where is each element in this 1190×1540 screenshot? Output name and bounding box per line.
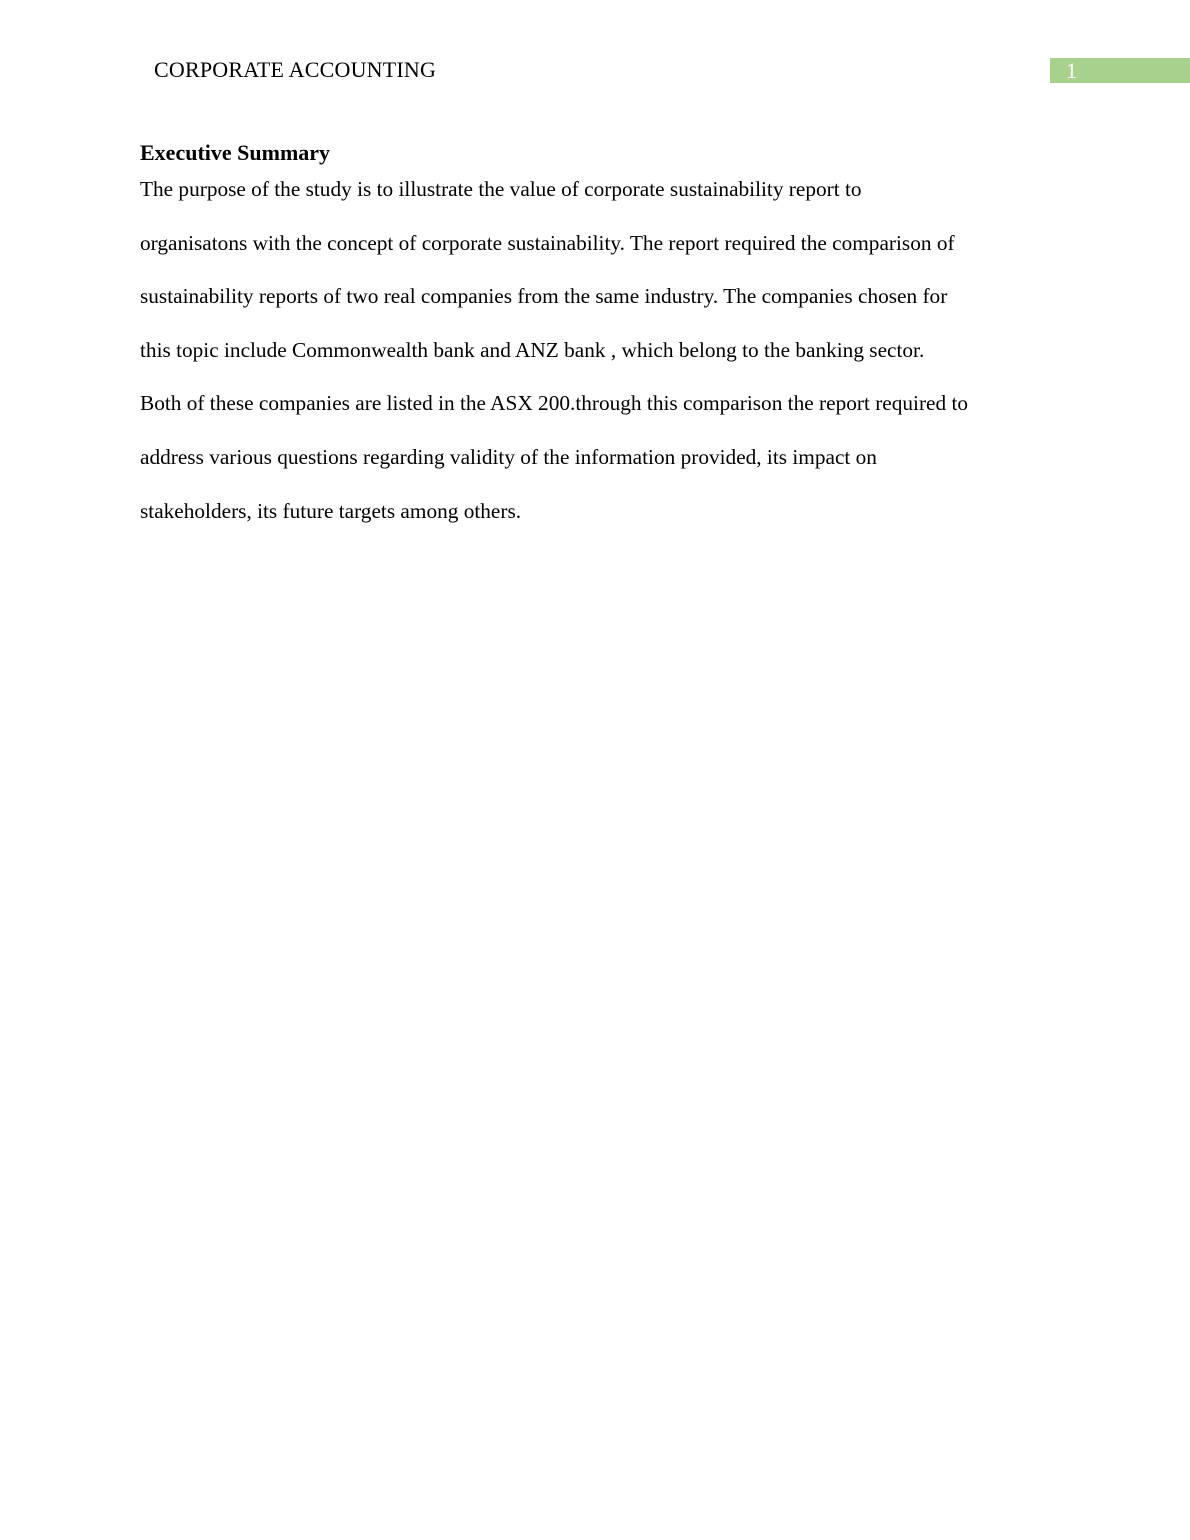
paragraph-line: Both of these companies are listed in the ASX 200.through this comparison the report required to — [140, 391, 969, 416]
paragraph-line: address various questions regarding validity of the information provided, its impact on — [140, 444, 877, 469]
paragraph-line: organisatons with the concept of corporate sustainability. The report required the comparison of — [140, 230, 955, 255]
executive-summary-paragraph — [140, 163, 1060, 538]
page-header — [0, 0, 1190, 110]
running-head: CORPORATE ACCOUNTING — [154, 57, 437, 82]
paragraph-line: The purpose of the study is to illustrate the value of corporate sustainability report to — [140, 177, 862, 201]
document-body — [140, 138, 1060, 538]
paragraph-line: sustainability reports of two real companies from the same industry. The companies chosen for — [140, 284, 948, 309]
paragraph-line: stakeholders, its future targets among others. — [140, 498, 522, 523]
paragraph-line: this topic include Commonwealth bank and ANZ bank , which belong to the banking sector. — [140, 337, 925, 362]
page-number: 1 — [1066, 58, 1077, 83]
section-heading: Executive Summary — [140, 140, 331, 165]
page-number-badge — [1050, 58, 1190, 83]
